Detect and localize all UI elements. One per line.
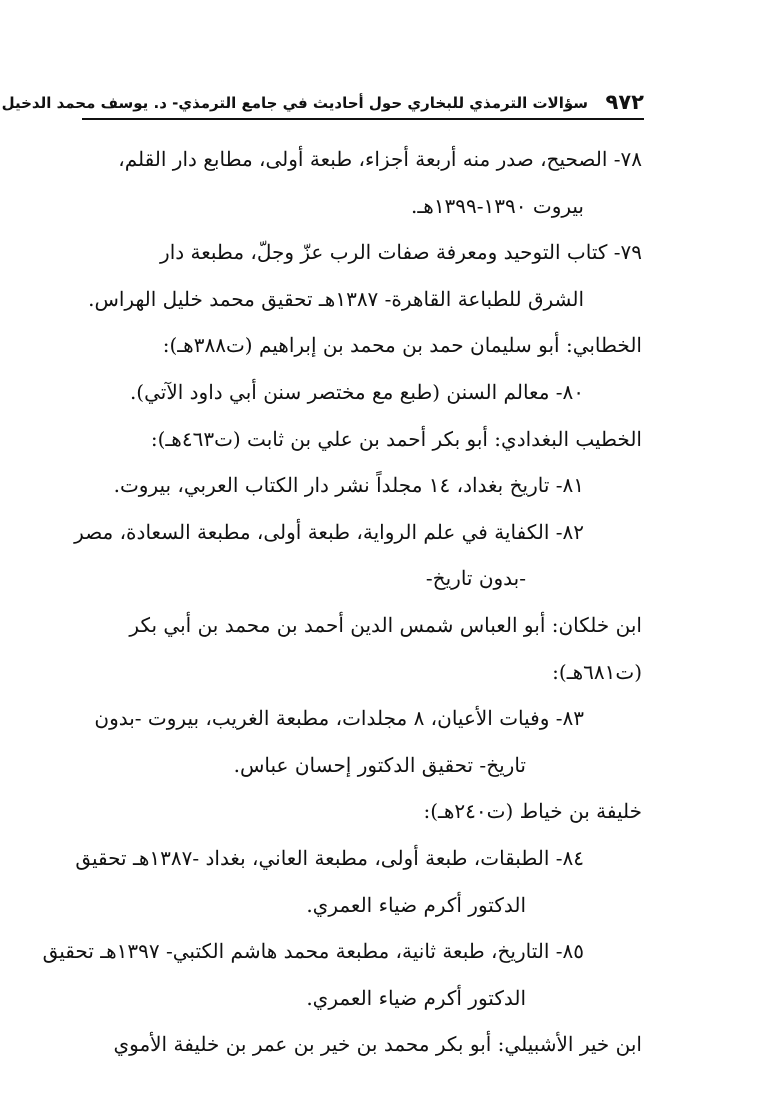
entry-continuation: الدكتور أكرم ضياء العمري. [306,985,526,1010]
entry-line: ٧٨- الصحيح، صدر منه أربعة أجزاء، طبعة أولى، مطابع دار القلم، [118,147,642,171]
entry-line: ٨٢- الكفاية في علم الرواية، طبعة أولى، مطبعة السعادة، مصر [74,519,584,544]
author-heading: ابن خير الأشبيلي: أبو بكر محمد بن خير بن عمر بن خليفة الأموي [113,1032,642,1057]
page-number: ٩٧٢ [605,90,644,114]
author-heading: الخطيب البغدادي: أبو بكر أحمد بن علي بن ثابت (ت٤٦٣هـ): [150,426,642,451]
bibliography-text [42,136,642,1068]
entry-line: ٨٤- الطبقات، طبعة أولى، مطبعة العاني، بغداد -١٣٨٧هـ تحقيق [75,845,584,870]
author-heading: الخطابي: أبو سليمان حمد بن محمد بن إبراهيم (ت٣٨٨هـ): [162,333,642,358]
entry-continuation: بيروت ١٣٩٠-١٣٩٩هـ. [411,193,584,218]
entry-continuation: تاريخ- تحقيق الدكتور إحسان عباس. [233,752,526,777]
running-title: سؤالات الترمذي للبخاري حول أحاديث في جامع الترمذي- د. يوسف محمد الدخيل [1,94,588,112]
entry-line: ٨١- تاريخ بغداد، ١٤ مجلداً نشر دار الكتاب العربي، بيروت. [113,473,584,498]
author-heading: ابن خلكان: أبو العباس شمس الدين أحمد بن محمد بن أبي بكر [129,612,642,637]
author-heading: خليفة بن خياط (ت٢٤٠هـ): [423,799,642,824]
author-heading-continuation: (ت٦٨١هـ): [552,659,642,684]
entry-continuation: -بدون تاريخ- [425,566,526,591]
running-header [1,86,644,120]
entry-continuation: الشرق للطباعة القاهرة- ١٣٨٧هـ تحقيق محمد خليل الهراس. [88,286,584,311]
entry-line: ٧٩- كتاب التوحيد ومعرفة صفات الرب عزّ وجلّ، مطبعة دار [160,240,642,265]
entry-continuation: الدكتور أكرم ضياء العمري. [306,892,526,917]
entry-line: ٨٥- التاريخ، طبعة ثانية، مطبعة محمد هاشم الكتبي- ١٣٩٧هـ تحقيق [42,939,584,964]
entry-line: ٨٣- وفيات الأعيان، ٨ مجلدات، مطبعة الغريب، بيروت -بدون [94,706,584,731]
entry-line: ٨٠- معالم السنن (طبع مع مختصر سنن أبي داود الآتي). [129,379,584,404]
